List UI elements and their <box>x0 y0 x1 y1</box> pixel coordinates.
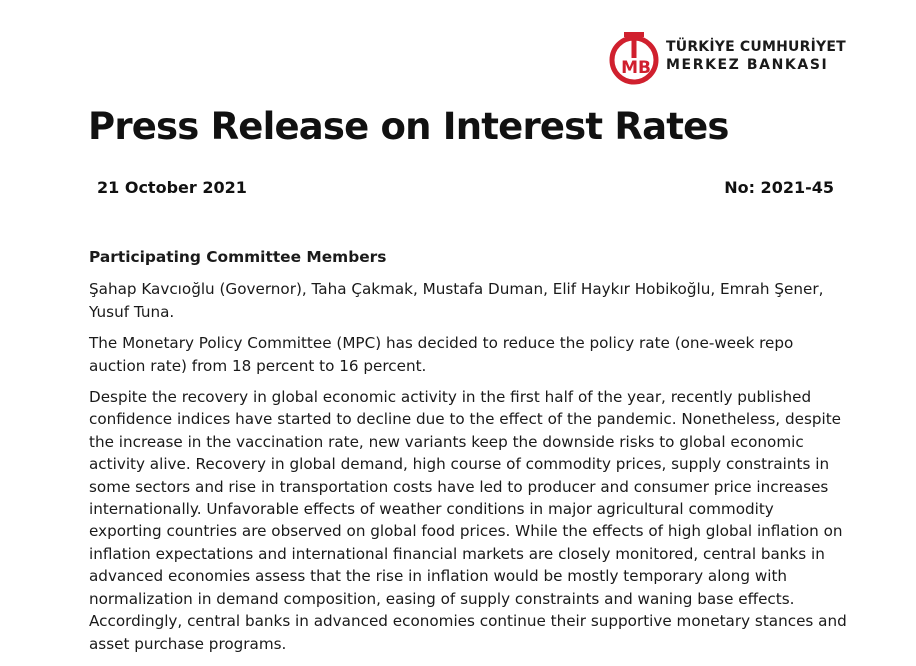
press-release-body <box>89 246 849 664</box>
logo-line-2: MERKEZ BANKASI <box>666 57 829 73</box>
release-date: 21 October 2021 <box>97 178 247 197</box>
release-number: No: 2021-45 <box>724 178 834 197</box>
tcmb-monogram-logo <box>606 30 662 86</box>
paragraph-global-outlook: Despite the recovery in global economic activity in the first half of the year, recently published confidence indices have started to decline due to the effect of the pandemic. Nonetheless, despite the increase in the vaccination rate, new variants keep the downside risks to global economic activity alive. Recovery in global demand, high course of commodity prices, supply constraints in some sectors and rise in transportation costs have led to producer and consumer price increases internationally. Unfavorable effects of weather conditions in major agricultural commodity exporting countries are observed on global food prices. While the effects of high global inflation on inflation expectations and international financial markets are closely monitored, central banks in advanced economies assess that the rise in inflation would be mostly temporary along with normalization in demand composition, easing of supply constraints and waning base effects. Accordingly, central banks in advanced economies continue their supportive monetary stances and asset purchase programs. <box>89 388 847 653</box>
tcmb-logo <box>606 30 846 86</box>
svg-text:MB: MB <box>621 58 651 78</box>
logo-wordmark <box>666 38 846 74</box>
logo-line-1: TÜRKİYE CUMHURİYET <box>666 39 846 55</box>
paragraph-decision: The Monetary Policy Committee (MPC) has decided to reduce the policy rate (one-week repo auction rate) from 18 percent to 16 percent. <box>89 334 794 375</box>
committee-members-text: Şahap Kavcıoğlu (Governor), Taha Çakmak, Mustafa Duman, Elif Haykır Hobikoğlu, Emrah Şener, Yusuf Tuna. <box>89 280 824 321</box>
section-heading: Participating Committee Members <box>89 248 387 266</box>
page-title: Press Release on Interest Rates <box>88 105 729 148</box>
